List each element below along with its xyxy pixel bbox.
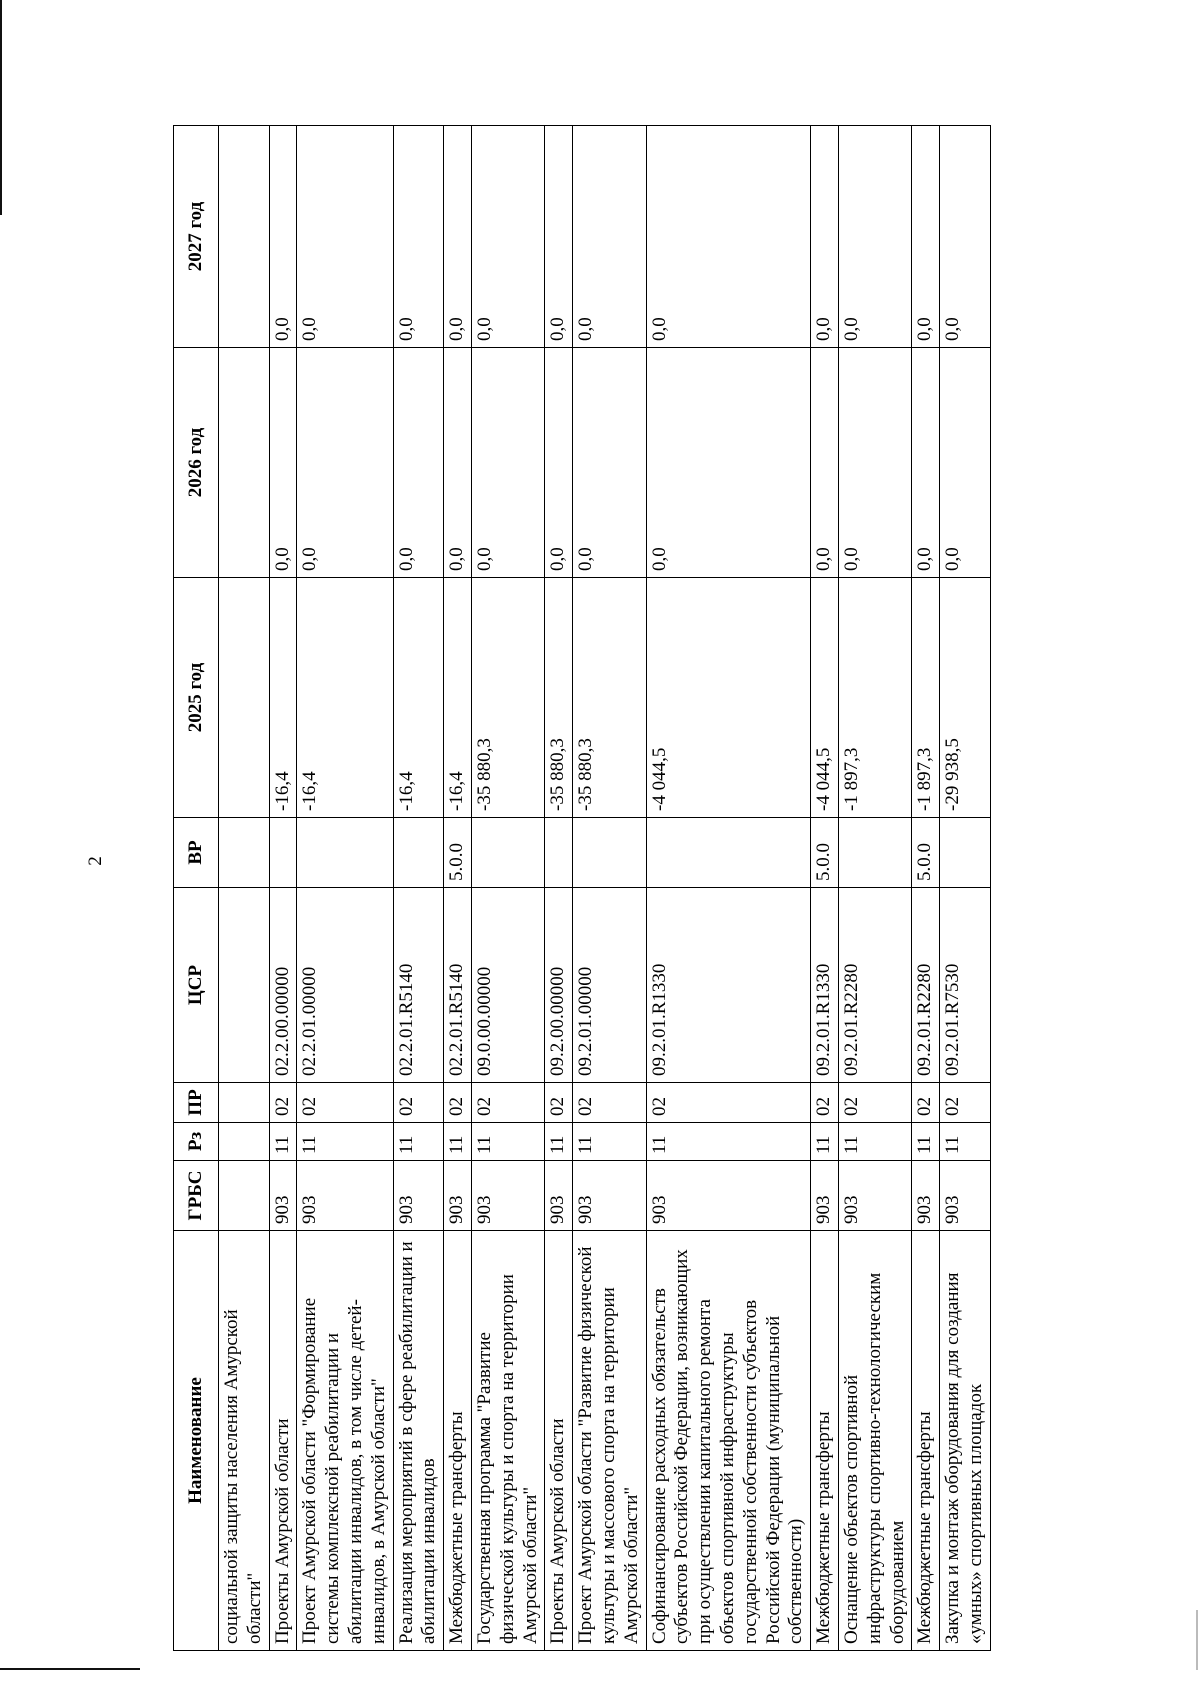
cell-pr: 02 (940, 1083, 991, 1123)
cell-2026: 0,0 (646, 348, 811, 578)
cell-2025: -1 897,3 (838, 578, 911, 818)
cell-csr: 09.2.01.R2280 (912, 888, 940, 1083)
cell-rz: 11 (646, 1123, 811, 1161)
cell-name: Межбюджетные трансферты (444, 1231, 472, 1651)
cell-pr: 02 (573, 1083, 646, 1123)
cell-grbs: 903 (545, 1161, 573, 1231)
table-row (444, 126, 472, 1651)
cell-2026: 0,0 (471, 348, 544, 578)
cell-rz: 11 (811, 1123, 839, 1161)
cell-csr: 02.2.01.00000 (297, 888, 393, 1083)
cell-vr (573, 818, 646, 888)
header-2026: 2026 год (174, 348, 219, 578)
header-name: Наименование (174, 1231, 219, 1651)
cell-csr: 09.2.01.R1330 (646, 888, 811, 1083)
table-row (471, 126, 544, 1651)
table-row (297, 126, 393, 1651)
cell-csr: 09.2.01.00000 (573, 888, 646, 1083)
cell-vr (393, 818, 444, 888)
scan-edge-bottom (0, 1668, 140, 1670)
cell-rz (219, 1123, 270, 1161)
cell-vr (646, 818, 811, 888)
cell-2026: 0,0 (811, 348, 839, 578)
cell-grbs: 903 (838, 1161, 911, 1231)
cell-2026: 0,0 (545, 348, 573, 578)
cell-2027: 0,0 (940, 126, 991, 348)
cell-grbs (219, 1161, 270, 1231)
cell-name: социальной защиты населения Амурской области" (219, 1231, 270, 1651)
cell-vr (219, 818, 270, 888)
cell-2025: -4 044,5 (646, 578, 811, 818)
cell-2025: -16,4 (393, 578, 444, 818)
cell-rz: 11 (444, 1123, 472, 1161)
cell-name: Проекты Амурской области (545, 1231, 573, 1651)
table-row (838, 126, 911, 1651)
cell-grbs: 903 (444, 1161, 472, 1231)
table-row (940, 126, 991, 1651)
budget-table (173, 125, 991, 1651)
cell-rz: 11 (912, 1123, 940, 1161)
cell-vr: 5.0.0 (811, 818, 839, 888)
header-2027: 2027 год (174, 126, 219, 348)
scan-mark-right (1196, 1610, 1198, 1670)
table-row (811, 126, 839, 1651)
cell-2027: 0,0 (471, 126, 544, 348)
cell-pr: 02 (912, 1083, 940, 1123)
header-rz: Рз (174, 1123, 219, 1161)
cell-2027: 0,0 (297, 126, 393, 348)
table-row (219, 126, 270, 1651)
cell-2027: 0,0 (811, 126, 839, 348)
cell-name: Межбюджетные трансферты (912, 1231, 940, 1651)
cell-rz: 11 (545, 1123, 573, 1161)
header-2025: 2025 год (174, 578, 219, 818)
cell-2026: 0,0 (269, 348, 297, 578)
cell-grbs: 903 (912, 1161, 940, 1231)
cell-rz: 11 (471, 1123, 544, 1161)
cell-csr: 09.2.00.00000 (545, 888, 573, 1083)
cell-2026: 0,0 (940, 348, 991, 578)
cell-csr: 09.2.01.R2280 (838, 888, 911, 1083)
cell-pr: 02 (444, 1083, 472, 1123)
cell-name: Закупка и монтаж оборудования для создания «умных» спортивных площадок (940, 1231, 991, 1651)
table-row (912, 126, 940, 1651)
cell-grbs: 903 (646, 1161, 811, 1231)
cell-2026: 0,0 (912, 348, 940, 578)
cell-2026: 0,0 (444, 348, 472, 578)
table-row (646, 126, 811, 1651)
table-body (219, 126, 991, 1651)
header-vr: ВР (174, 818, 219, 888)
table-row (545, 126, 573, 1651)
cell-2027 (219, 126, 270, 348)
cell-pr: 02 (545, 1083, 573, 1123)
cell-2027: 0,0 (573, 126, 646, 348)
cell-2027: 0,0 (646, 126, 811, 348)
header-csr: ЦСР (174, 888, 219, 1083)
cell-name: Реализация мероприятий в сфере реабилитации и абилитации инвалидов (393, 1231, 444, 1651)
cell-2027: 0,0 (912, 126, 940, 348)
cell-csr (219, 888, 270, 1083)
cell-name: Проекты Амурской области (269, 1231, 297, 1651)
cell-grbs: 903 (393, 1161, 444, 1231)
cell-pr: 02 (471, 1083, 544, 1123)
cell-vr (838, 818, 911, 888)
cell-csr: 09.2.01.R7530 (940, 888, 991, 1083)
cell-2026: 0,0 (297, 348, 393, 578)
cell-vr (269, 818, 297, 888)
table-container (173, 126, 996, 1651)
cell-grbs: 903 (269, 1161, 297, 1231)
cell-vr (545, 818, 573, 888)
header-grbs: ГРБС (174, 1161, 219, 1231)
cell-grbs: 903 (471, 1161, 544, 1231)
cell-rz: 11 (838, 1123, 911, 1161)
cell-csr: 02.2.00.00000 (269, 888, 297, 1083)
cell-csr: 02.2.01.R5140 (393, 888, 444, 1083)
cell-2027: 0,0 (393, 126, 444, 348)
cell-csr: 02.2.01.R5140 (444, 888, 472, 1083)
cell-vr (940, 818, 991, 888)
cell-2026: 0,0 (393, 348, 444, 578)
cell-name: Проект Амурской области "Формирование системы комплексной реабилитации и абилитации инвалидов, в том числе детей-инвалидов, в Амурской области" (297, 1231, 393, 1651)
cell-2026 (219, 348, 270, 578)
scan-edge-top (0, 0, 2, 215)
header-pr: ПР (174, 1083, 219, 1123)
cell-name: Государственная программа "Развитие физической культуры и спорта на территории Амурской области" (471, 1231, 544, 1651)
cell-2025 (219, 578, 270, 818)
cell-2025: -1 897,3 (912, 578, 940, 818)
cell-2025: -16,4 (297, 578, 393, 818)
cell-rz: 11 (297, 1123, 393, 1161)
cell-2025: -35 880,3 (471, 578, 544, 818)
cell-2025: -35 880,3 (545, 578, 573, 818)
cell-rz: 11 (573, 1123, 646, 1161)
cell-2025: -4 044,5 (811, 578, 839, 818)
page-number: 2 (85, 856, 106, 866)
cell-2025: -16,4 (269, 578, 297, 818)
cell-grbs: 903 (940, 1161, 991, 1231)
cell-grbs: 903 (811, 1161, 839, 1231)
cell-rz: 11 (269, 1123, 297, 1161)
cell-name: Проект Амурской области "Развитие физической культуры и массового спорта на территории Амурской области" (573, 1231, 646, 1651)
cell-csr: 09.2.01.R1330 (811, 888, 839, 1083)
cell-grbs: 903 (297, 1161, 393, 1231)
cell-pr: 02 (838, 1083, 911, 1123)
cell-2026: 0,0 (838, 348, 911, 578)
cell-2025: -35 880,3 (573, 578, 646, 818)
cell-2027: 0,0 (838, 126, 911, 348)
cell-grbs: 903 (573, 1161, 646, 1231)
cell-vr: 5.0.0 (912, 818, 940, 888)
cell-rz: 11 (940, 1123, 991, 1161)
cell-name: Межбюджетные трансферты (811, 1231, 839, 1651)
cell-vr (297, 818, 393, 888)
cell-2027: 0,0 (269, 126, 297, 348)
cell-pr: 02 (393, 1083, 444, 1123)
cell-pr: 02 (269, 1083, 297, 1123)
cell-csr: 09.0.00.00000 (471, 888, 544, 1083)
cell-name: Оснащение объектов спортивной инфраструктуры спортивно-технологическим оборудованием (838, 1231, 911, 1651)
cell-2025: -16,4 (444, 578, 472, 818)
table-row (269, 126, 297, 1651)
table-row (573, 126, 646, 1651)
cell-pr: 02 (646, 1083, 811, 1123)
header-row (174, 126, 219, 1651)
cell-2027: 0,0 (444, 126, 472, 348)
cell-2026: 0,0 (573, 348, 646, 578)
cell-name: Софинансирование расходных обязательств субъектов Российской Федерации, возникающих при осуществлении капитального ремонта объектов спортивной инфраструктуры государственной собственности субъектов Российской Федерации (муниципальной собственности) (646, 1231, 811, 1651)
table-rotated-area (173, 126, 996, 1651)
table-row (393, 126, 444, 1651)
cell-pr (219, 1083, 270, 1123)
cell-2025: -29 938,5 (940, 578, 991, 818)
cell-2027: 0,0 (545, 126, 573, 348)
cell-vr (471, 818, 544, 888)
cell-pr: 02 (297, 1083, 393, 1123)
cell-vr: 5.0.0 (444, 818, 472, 888)
cell-pr: 02 (811, 1083, 839, 1123)
cell-rz: 11 (393, 1123, 444, 1161)
